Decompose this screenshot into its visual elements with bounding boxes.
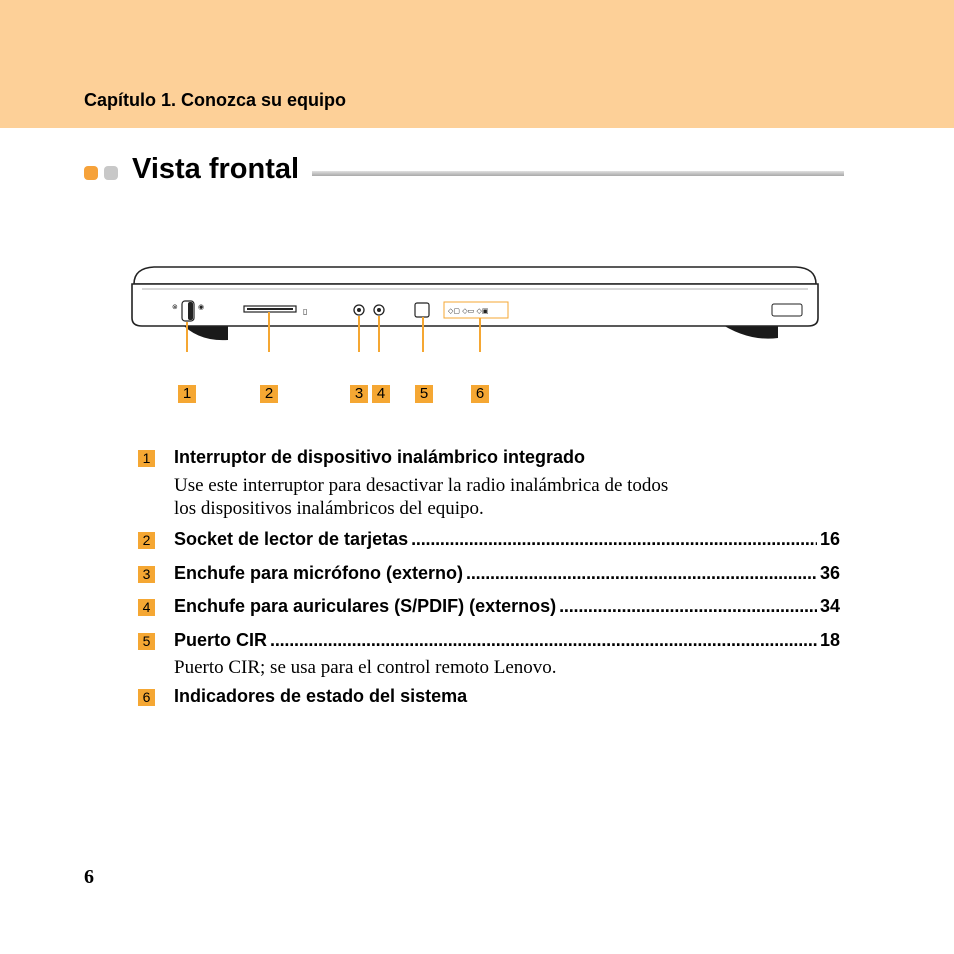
item-3-title: Enchufe para micrófono (externo) [174, 563, 464, 583]
item-3-page: 36 [819, 563, 840, 583]
item-3-badge: 3 [138, 566, 155, 583]
svg-text:◇▢ ◇▭ ◇▣: ◇▢ ◇▭ ◇▣ [448, 307, 489, 315]
item-1-description [174, 474, 668, 520]
item-2-badge: 2 [138, 532, 155, 549]
callout-3: 3 [350, 385, 368, 403]
item-1-badge: 1 [138, 450, 155, 467]
item-5-title: Puerto CIR [174, 630, 268, 650]
dot-leader [559, 596, 817, 617]
section-bullet-orange [84, 166, 98, 180]
dot-leader [270, 630, 817, 651]
item-1-description-line-2: los dispositivos inalámbricos del equipo. [174, 498, 484, 519]
item-4-title: Enchufe para auriculares (S/PDIF) (externos) [174, 596, 557, 616]
item-5-page: 18 [819, 630, 840, 650]
lid-edge [134, 267, 816, 284]
callout-1: 1 [178, 385, 196, 403]
item-4-row[interactable] [174, 596, 840, 617]
item-1-description-line-1: Use este interruptor para desactivar la radio inalámbrica de todos [174, 475, 669, 496]
latch [772, 304, 802, 316]
svg-text:⊗: ⊗ [172, 303, 178, 311]
item-4-badge: 4 [138, 599, 155, 616]
section-bullet-gray [104, 166, 118, 180]
item-6-badge: 6 [138, 689, 155, 706]
item-5-row[interactable] [174, 630, 840, 651]
item-2-page: 16 [819, 529, 840, 549]
dot-leader [466, 563, 817, 584]
item-4-page: 34 [819, 596, 840, 616]
svg-text:◉: ◉ [198, 303, 205, 311]
item-2-title: Socket de lector de tarjetas [174, 529, 409, 549]
callout-5: 5 [415, 385, 433, 403]
item-1-title: Interruptor de dispositivo inalámbrico integrado [174, 447, 586, 467]
laptop-front-illustration [128, 262, 822, 352]
chapter-heading: Capítulo 1. Conozca su equipo [84, 90, 347, 110]
callout-2: 2 [260, 385, 278, 403]
page-number: 6 [84, 866, 94, 888]
title-rule [312, 171, 844, 176]
item-6-title: Indicadores de estado del sistema [174, 686, 468, 706]
cir-port [415, 303, 429, 317]
item-3-row[interactable] [174, 563, 840, 584]
callout-4: 4 [372, 385, 390, 403]
item-2-row[interactable] [174, 529, 840, 550]
item-5-badge: 5 [138, 633, 155, 650]
callout-6: 6 [471, 385, 489, 403]
item-5-description: Puerto CIR; se usa para el control remoto Lenovo. [174, 657, 557, 678]
svg-text:▯: ▯ [303, 307, 308, 316]
dot-leader [411, 529, 817, 550]
section-title: Vista frontal [132, 153, 300, 185]
